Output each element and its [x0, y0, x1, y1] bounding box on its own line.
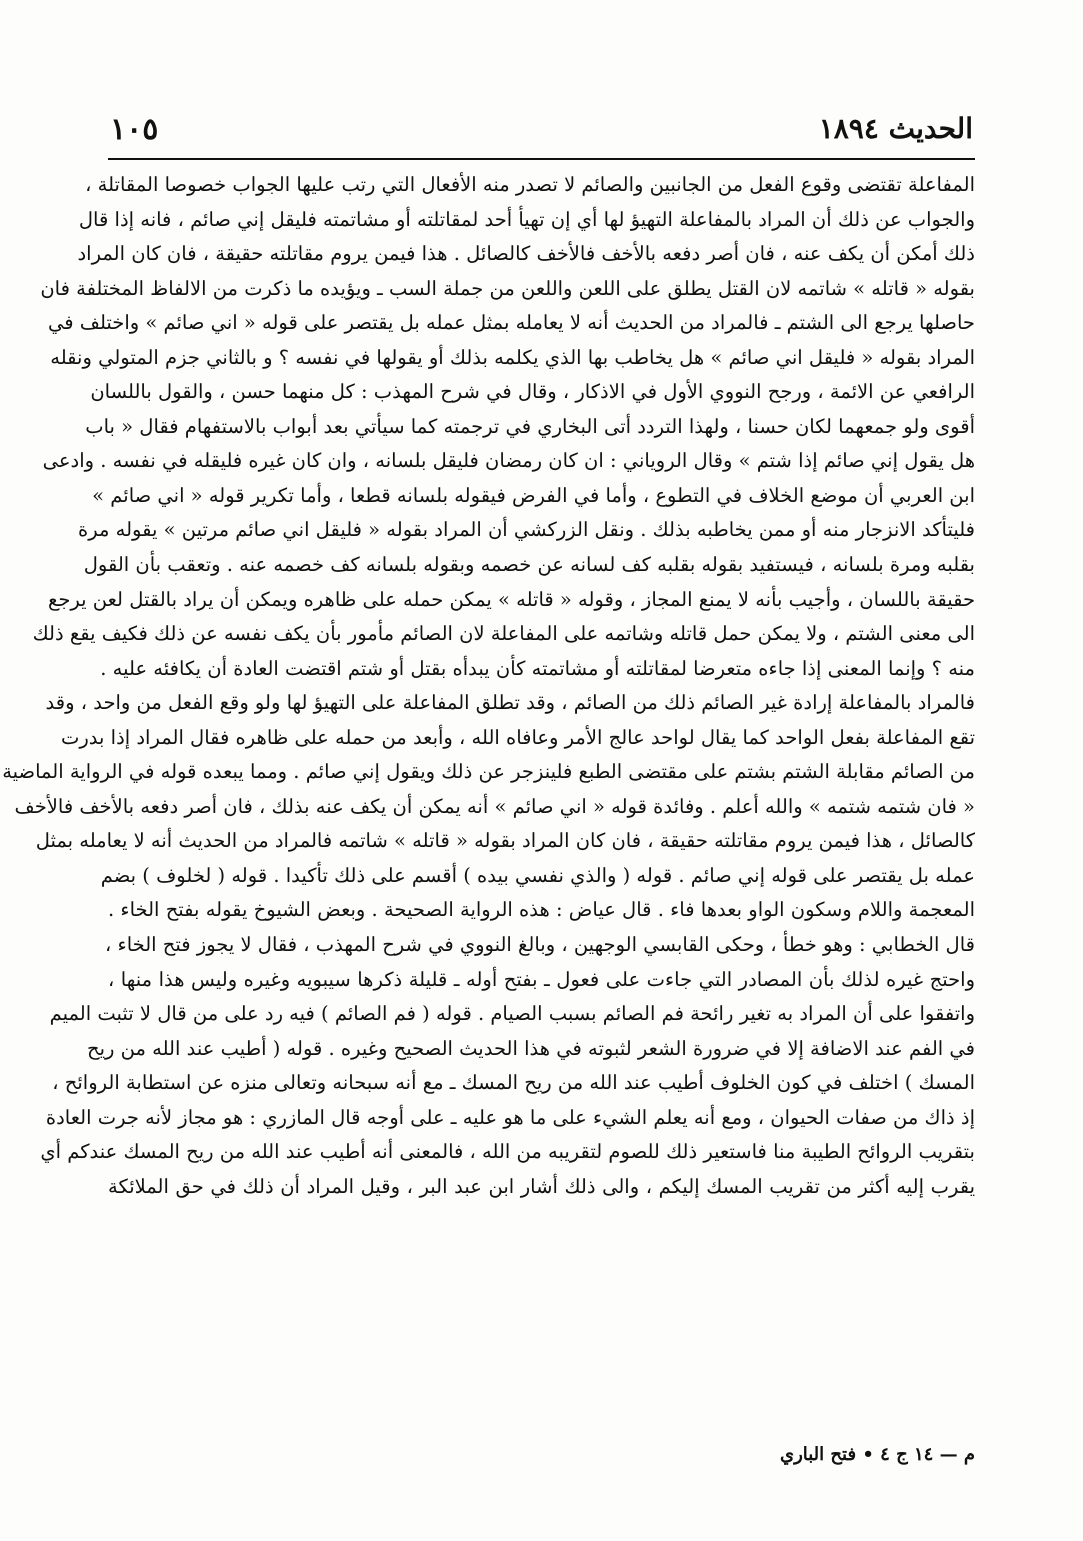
text-line: ابن العربي أن موضع الخلاف في التطوع ، وأما في الفرض فيقوله بلسانه قطعا ، وأما تكرير قوله « اني صائم » — [92, 483, 975, 507]
text-line: حاصلها يرجع الى الشتم ـ فالمراد من الحديث أنه لا يعامله بمثل عمله بل يقتصر على قوله « اني صائم » واختلف في — [47, 311, 975, 335]
text-line: الى معنى الشتم ، ولا يمكن حمل قاتله وشاتمه على المفاعلة لان الصائم مأمور بأن يكف نفسه عن ذلك فكيف يقع ذلك — [32, 622, 975, 646]
text-line: الرافعي عن الائمة ، ورجح النووي الأول في الاذكار ، وقال في شرح المهذب : كل منهما حسن ، والقول باللسان — [90, 380, 975, 404]
text-line: قال الخطابي : وهو خطأ ، وحكى القابسي الوجهين ، وبالغ النووي في شرح المهذب ، فقال لا يجوز فتح الخاء ، — [105, 933, 975, 957]
text-line: يقرب إليه أكثر من تقريب المسك إليكم ، والى ذلك أشار ابن عبد البر ، وقيل المراد أن ذلك في حق الملائكة — [108, 1174, 975, 1198]
text-line: كالصائل ، هذا فيمن يروم مقاتلته حقيقة ، فان كان المراد بقوله « قاتله » شاتمه فالمراد من الحديث أنه لا يعامله بمثل — [35, 829, 975, 853]
text-line: أقوى ولو جمعهما لكان حسنا ، ولهذا التردد أتى البخاري في ترجمته كما سيأتي بعد أبواب بالاستفهام فقال « باب — [85, 414, 975, 438]
text-line: المفاعلة تقتضى وقوع الفعل من الجانبين والصائم لا تصدر منه الأفعال التي رتب عليها الجواب خصوصا المقاتلة ، — [85, 173, 975, 196]
running-head: الحديث ١٨٩٤ — [818, 112, 973, 145]
page-body — [2, 168, 975, 1204]
text-line: المعجمة واللام وسكون الواو بعدها فاء . قال عياض : هذه الرواية الصحيحة . وبعض الشيوخ يقوله بفتح الخاء . — [108, 898, 975, 922]
page-number: ١٠٥ — [110, 112, 159, 147]
text-line: منه ؟ وإنما المعنى إذا جاءه متعرضا لمقاتلته أو مشاتمته كأن يبدأه بقتل أو شتم اقتضت العادة أن يكافئه عليه . — [100, 656, 975, 680]
signature-mark: م — ١٤ ج ٤ • فتح الباري — [779, 1444, 975, 1465]
text-line: فالمراد بالمفاعلة إرادة غير الصائم ذلك من الصائم ، وقد تطلق المفاعلة على التهيؤ لها ولو وقع الفعل من واحد ، وقد — [45, 691, 975, 715]
text-line: بتقريب الروائح الطيبة منا فاستعير ذلك للصوم لتقريبه من الله ، فالمعنى أنه أطيب عند الله من ريح المسك عندكم أي — [40, 1140, 975, 1164]
text-line: المسك ) اختلف في كون الخلوف أطيب عند الله من ريح المسك ـ مع أنه سبحانه وتعالى منزه عن استطابة الروائح ، — [52, 1071, 975, 1095]
text-line: من الصائم مقابلة الشتم بشتم على مقتضى الطبع فلينزجر عن ذلك ويقول إني صائم . ومما يبعده قوله في الرواية الماضية — [2, 760, 975, 784]
text-line: « فان شتمه شتمه » والله أعلم . وفائدة قوله « اني صائم » أنه يمكن أن يكف عنه بذلك ، فان أصر دفعه بالأخف فالأخف — [14, 794, 975, 818]
text-line: والجواب عن ذلك أن المراد بالمفاعلة التهيؤ لها أي إن تهيأ أحد لمقاتلته أو مشاتمته فليقل إني صائم ، فانه إذا قال — [78, 207, 975, 231]
text-line: ذلك أمكن أن يكف عنه ، فان أصر دفعه بالأخف فالأخف كالصائل . هذا فيمن يروم مقاتلته حقيقة ، فان كان المراد — [77, 242, 975, 266]
text-line: عمله بل يقتصر على قوله إني صائم . قوله ( والذي نفسي بيده ) أقسم على ذلك تأكيدا . قوله ( لخلوف ) بضم — [100, 863, 975, 887]
header-rule — [108, 158, 975, 160]
text-line: واتفقوا على أن المراد به تغير رائحة فم الصائم بسبب الصيام . قوله ( فم الصائم ) فيه رد على من قال لا تثبت الميم — [49, 1002, 975, 1026]
text-line: واحتج غيره لذلك بأن المصادر التي جاءت على فعول ـ بفتح أوله ـ قليلة ذكرها سيبويه وغيره وليس هذا منها ، — [108, 967, 975, 991]
text-line: هل يقول إني صائم إذا شتم » وقال الروياني : ان كان رمضان فليقل بلسانه ، وان كان غيره فليقله في نفسه . وادعى — [42, 449, 975, 473]
text-line: تقع المفاعلة بفعل الواحد كما يقال لواحد عالج الأمر وعافاه الله ، وأبعد من حمله على ظاهره فقال المراد إذا بدرت — [61, 725, 975, 749]
text-line: إذ ذاك من صفات الحيوان ، ومع أنه يعلم الشيء على ما هو عليه ـ على أوجه قال المازري : هو مجاز لأنه جرت العادة — [45, 1105, 975, 1129]
page-header — [110, 112, 973, 156]
text-line: بقلبه ومرة بلسانه ، فيستفيد بقوله بقلبه كف لسانه عن خصمه وبقوله بلسانه كف خصمه عنه . وتعقب بأن القول — [83, 553, 975, 577]
text-line: فليتأكد الانزجار منه أو ممن يخاطبه بذلك . ونقل الزركشي أن المراد بقوله « فليقل اني صائم مرتين » يقوله مرة — [78, 518, 975, 542]
text-line: حقيقة باللسان ، وأجيب بأنه لا يمنع المجاز ، وقوله « قاتله » يمكن حمله على ظاهره ويمكن أن يراد بالقتل لعن يرجع — [47, 587, 975, 611]
text-line: في الفم عند الاضافة إلا في ضرورة الشعر لثبوته في هذا الحديث الصحيح وغيره . قوله ( أطيب عند الله من ريح — [87, 1036, 975, 1060]
text-line: المراد بقوله « فليقل اني صائم » هل يخاطب بها الذي يكلمه بذلك أو يقولها في نفسه ؟ و بالثاني جزم المتولي ونقله — [50, 345, 975, 369]
text-line: بقوله « قاتله » شاتمه لان القتل يطلق على اللعن واللعن من جملة السب ـ ويؤيده ما ذكرت من الالفاظ المختلفة فان — [40, 276, 975, 300]
